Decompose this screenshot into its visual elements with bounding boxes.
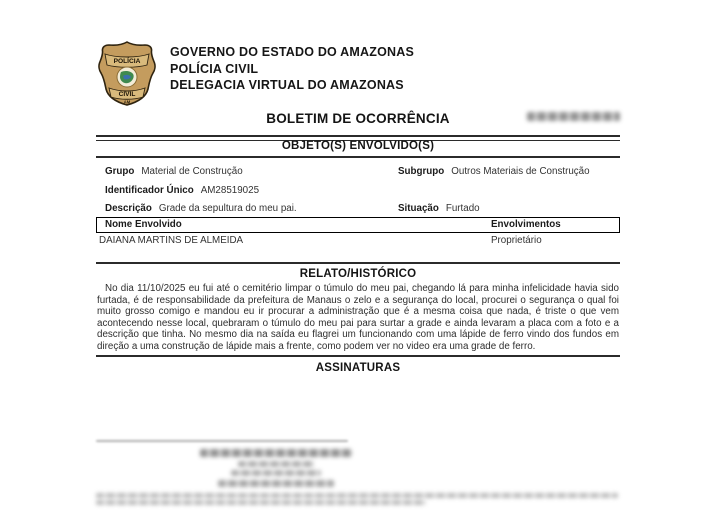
field-situacao-value: Furtado bbox=[445, 203, 480, 214]
involved-person-role: Proprietário bbox=[491, 235, 542, 246]
section-heading-signatures: ASSINATURAS bbox=[315, 362, 401, 374]
section-divider-rule bbox=[96, 156, 620, 158]
report-narrative-text: No dia 11/10/2025 eu fui até o cemitério limpar o túmulo do meu pai, chegando lá para minha infelicidade havia sido furtada, é de responsabilidade da prefeitura de Manaus o zelo e a segurança do local, procurei o segurança o qual foi muito grosso comigo e mandou eu ir procurar a administração que é a mesma coisa que nada, é triste o que vem acontecendo nesse local, quebraram o túmulo do meu pai para surtar a grade e ainda levaram a placa com a foto e a descrição que tinha. No mesmo dia na saída eu flagrei um funcionando com uma lápide de ferro vindo dos fundos em direção a uma construção de lápide mais a frente, como podem ver no video era uma grade de ferro. bbox=[97, 283, 619, 352]
field-grupo bbox=[105, 166, 243, 177]
involved-table-header-name: Nome Envolvido bbox=[105, 219, 182, 230]
field-identificador-label: Identificador Único bbox=[105, 185, 194, 196]
field-descricao-value: Grade da sepultura do meu pai. bbox=[158, 203, 297, 214]
badge-bottom-banner-text: CIVIL bbox=[118, 91, 136, 98]
badge-state-abbr-text: AM bbox=[123, 99, 131, 105]
footer-fineprint-line1-redacted bbox=[96, 493, 618, 498]
org-line-government: GOVERNO DO ESTADO DO AMAZONAS bbox=[170, 45, 415, 59]
document-title: BOLETIM DE OCORRÊNCIA bbox=[266, 111, 450, 126]
section-heading-objects: OBJETO(S) ENVOLVIDO(S) bbox=[281, 140, 435, 152]
report-number-redacted bbox=[527, 112, 620, 121]
footer-fineprint-line2-redacted bbox=[96, 500, 426, 505]
section-divider-rule bbox=[96, 262, 620, 264]
field-subgrupo-label: Subgrupo bbox=[398, 166, 445, 177]
org-line-police: POLÍCIA CIVIL bbox=[170, 61, 259, 76]
field-situacao-label: Situação bbox=[398, 203, 439, 214]
field-subgrupo bbox=[398, 166, 590, 177]
field-identificador-unico bbox=[105, 185, 259, 196]
signatory-name-redacted bbox=[200, 449, 352, 457]
badge-top-banner-text: POLÍCIA bbox=[113, 58, 141, 65]
police-civil-badge-logo bbox=[96, 40, 158, 106]
field-situacao bbox=[398, 203, 480, 214]
involved-table-header-role: Envolvimentos bbox=[491, 219, 561, 230]
section-divider-rule bbox=[96, 355, 620, 357]
signature-rule-redacted bbox=[96, 440, 348, 442]
field-grupo-value: Material de Construção bbox=[141, 166, 243, 177]
signatory-id-redacted bbox=[231, 470, 321, 476]
signatory-note-redacted bbox=[218, 480, 334, 487]
involved-table-header bbox=[96, 217, 620, 233]
field-identificador-value: AM28519025 bbox=[200, 185, 260, 196]
org-line-precinct: DELEGACIA VIRTUAL DO AMAZONAS bbox=[170, 78, 404, 92]
involved-person-name: DAIANA MARTINS DE ALMEIDA bbox=[99, 235, 244, 246]
field-grupo-label: Grupo bbox=[105, 166, 135, 177]
field-subgrupo-value: Outros Materiais de Construção bbox=[451, 166, 590, 177]
field-descricao-label: Descrição bbox=[105, 203, 152, 214]
signatory-role-redacted bbox=[238, 461, 314, 467]
letterhead-org-lines bbox=[170, 44, 414, 94]
section-heading-report: RELATO/HISTÓRICO bbox=[299, 268, 417, 280]
field-descricao bbox=[105, 203, 297, 214]
